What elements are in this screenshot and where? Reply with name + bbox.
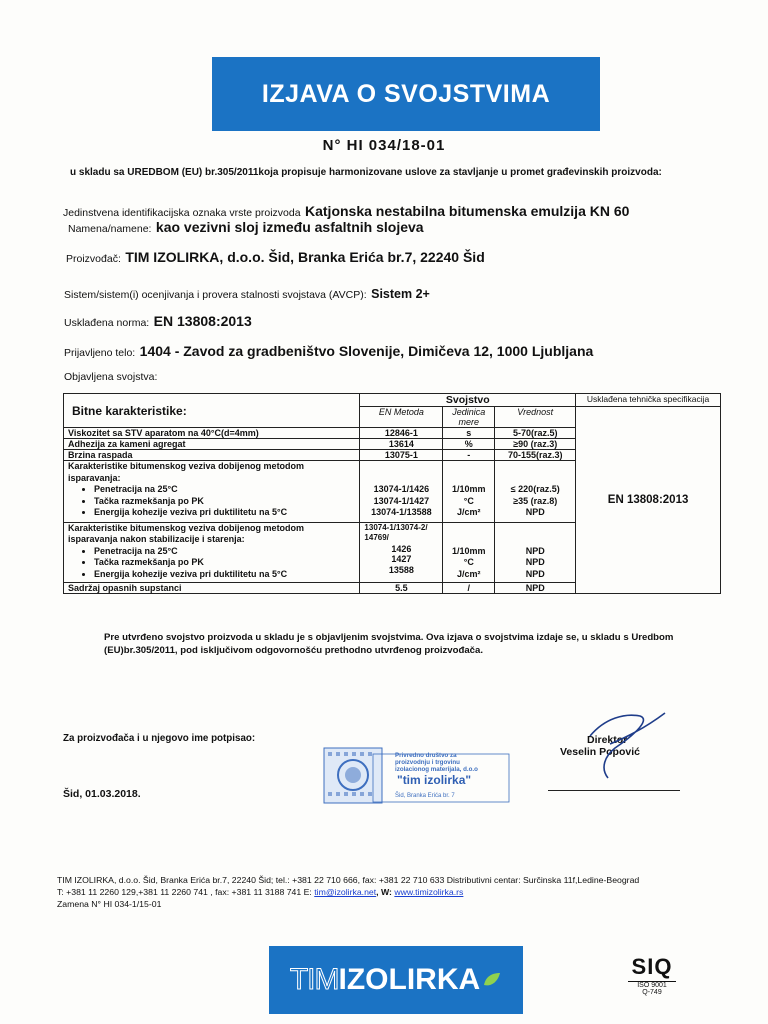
list-item: • Penetracija na 25°C xyxy=(94,546,355,558)
purpose-label: Namena/namene: xyxy=(68,223,152,235)
spec-value: EN 13808:2013 xyxy=(576,407,721,594)
list-item: • Energija kohezije veziva pri duktilitetu na 5°C xyxy=(94,507,355,519)
norm-value: EN 13808:2013 xyxy=(153,313,252,329)
notified-body-label: Prijavljeno telo: xyxy=(64,347,136,359)
row-name: Sadržaj opasnih supstanci xyxy=(64,583,360,594)
group1-method: 13074-1/13588 xyxy=(371,507,432,517)
group1-list xyxy=(68,484,355,519)
row-unit: / xyxy=(443,583,495,594)
stamp-line: proizvodnju i trgovinu xyxy=(395,759,460,766)
group1-method: 13074-1/1426 xyxy=(373,484,430,494)
row-name: Brzina raspada xyxy=(64,450,360,461)
website-link[interactable]: www.timizolirka.rs xyxy=(394,887,464,897)
manufacturer-label: Proizvođač: xyxy=(66,253,121,265)
group2-title: Karakteristike bitumenskog veziva dobijenog metodom isparavanja nakon stabilizacije i starenja: xyxy=(68,522,305,544)
group2-list xyxy=(68,546,355,581)
notified-body-row xyxy=(64,343,593,361)
group2-method: 1426 xyxy=(391,543,412,554)
logo-izolirka: IZOLIRKA xyxy=(338,963,481,996)
row-method: 13614 xyxy=(360,439,443,450)
group2-value: NPD xyxy=(525,557,545,567)
list-item: • Penetracija na 25°C xyxy=(94,484,355,496)
document-number: N° HI 034/18-01 xyxy=(322,137,446,154)
row-value: NPD xyxy=(495,583,576,594)
signature-line xyxy=(548,790,680,791)
row-method: 13075-1 xyxy=(360,450,443,461)
certification-mark xyxy=(622,954,682,996)
list-item: • Tačka razmekšanja po PK xyxy=(94,496,355,508)
footer-line-2 xyxy=(57,886,757,898)
iso-label: ISO 9001 xyxy=(637,982,667,989)
signatory-role: Direktor xyxy=(587,734,628,746)
group2-unit: 1/10mm xyxy=(452,545,486,556)
group2-unit: J/cm² xyxy=(457,568,481,579)
header-performance: Svojstvo xyxy=(360,394,576,407)
group1-unit: J/cm² xyxy=(457,507,481,517)
header-method: EN Metoda xyxy=(360,407,443,428)
manufacturer-row xyxy=(66,249,485,267)
group2-unit: °C xyxy=(463,557,474,567)
company-logo xyxy=(269,946,523,1014)
signature-block xyxy=(520,708,690,798)
siq-logo: SIQ xyxy=(631,954,673,979)
avcp-value: Sistem 2+ xyxy=(371,287,430,301)
row-method: 12846-1 xyxy=(360,428,443,439)
norm-row xyxy=(64,313,252,331)
row-unit: s xyxy=(443,428,495,439)
manufacturer-value: TIM IZOLIRKA, d.o.o. Šid, Branka Erića br.7, 22240 Šid xyxy=(125,249,485,265)
signed-for-label: Za proizvođača i u njegovo ime potpisao: xyxy=(63,733,256,744)
leaf-icon xyxy=(482,971,502,989)
stamp-line: izolacionog materijala, d.o.o xyxy=(395,766,478,773)
product-id-value: Katjonska nestabilna bitumenska emulzija KN 60 xyxy=(305,203,630,219)
performance-table xyxy=(63,393,721,594)
email-link[interactable]: tim@izolirka.net xyxy=(314,887,377,897)
logo-tim: TIM xyxy=(289,963,339,996)
row-name: Adhezija za kameni agregat xyxy=(64,439,360,450)
avcp-label: Sistem/sistem(i) ocenjivanja i provera stalnosti svojstava (AVCP): xyxy=(64,289,367,301)
declared-performance-label: Objavljena svojstva: xyxy=(64,371,158,383)
stamp-address: Šid, Branka Erića br. 7 xyxy=(395,793,455,799)
group2-method: 13588 xyxy=(388,564,414,575)
group1-unit: °C xyxy=(463,495,474,506)
header-value: Vrednost xyxy=(495,407,576,428)
row-value: 5-70(raz.5) xyxy=(495,428,576,439)
norm-label: Usklađena norma: xyxy=(64,317,150,329)
place-date: Šid, 01.03.2018. xyxy=(63,788,141,800)
conformity-statement: Pre utvrđeno svojstvo proizvoda u skladu je s objavljenim svojstvima. Ova izjava o svojstvima izdaje se, u skladu s Uredbom (EU)br.305/2011, pod isključivom odgovornošću prethodno utvrđenog proizvođača. xyxy=(104,632,674,656)
footer-contact xyxy=(57,874,757,910)
list-item: • Tačka razmekšanja po PK xyxy=(94,557,355,569)
row-method: 5.5 xyxy=(360,583,443,594)
group2-value: NPD xyxy=(525,545,545,556)
document-title-banner xyxy=(212,57,600,131)
group1-value: NPD xyxy=(525,507,545,517)
group1-unit: 1/10mm xyxy=(452,484,486,494)
purpose-row xyxy=(68,219,424,237)
footer-phones: T: +381 11 2260 129,+381 11 2260 741 , fax: +381 11 3188 741 E: xyxy=(57,887,312,897)
footer-line-3: Zamena N° HI 034-1/15-01 xyxy=(57,899,162,909)
group1-value: ≤ 220(raz.5) xyxy=(510,484,560,494)
group1-method: 13074-1/1427 xyxy=(373,495,430,506)
document-title: IZJAVA O SVOJSTVIMA xyxy=(261,79,551,108)
table-header-row xyxy=(64,394,721,407)
group2-value: NPD xyxy=(525,568,545,579)
cert-number: Q-749 xyxy=(642,989,662,996)
group2-method: 1427 xyxy=(391,554,412,564)
stamp-line: Privredno društvo za xyxy=(395,752,457,759)
handwritten-signature-icon xyxy=(570,708,680,788)
row-value: ≥90 (raz.3) xyxy=(495,439,576,450)
row-unit: - xyxy=(443,450,495,461)
header-unit: Jedinica mere xyxy=(443,407,495,428)
list-item: • Energija kohezije veziva pri duktilitetu na 5°C xyxy=(94,569,355,581)
group1-title: Karakteristike bitumenskog veziva dobijenog metodom isparavanja: xyxy=(68,461,305,483)
notified-body-value: 1404 - Zavod za gradbeništvo Slovenije, Dimičeva 12, 1000 Ljubljana xyxy=(139,343,594,359)
company-stamp xyxy=(323,738,511,806)
header-essential: Bitne karakteristike: xyxy=(64,394,360,428)
group2-method-head: 13074-1/13074-2/ 14769/ xyxy=(364,522,428,542)
signatory-name: Veselin Popović xyxy=(560,746,640,758)
stamp-text xyxy=(395,752,478,773)
footer-line-1: TIM IZOLIRKA, d.o.o. Šid, Branka Erića br.7, 22240 Šid; tel.: +381 22 710 666, fax: +381 22 710 633 Distributivni centar: Surčinska 11f,Ledine-Beograd xyxy=(57,875,640,885)
row-value: 70-155(raz.3) xyxy=(495,450,576,461)
product-id-label: Jedinstvena identifikacijska oznaka vrste proizvoda xyxy=(63,207,301,219)
header-spec: Usklađena tehnička specifikacija xyxy=(576,394,721,407)
stamp-brand: "tim izolirka" xyxy=(397,773,472,787)
web-label: , W: xyxy=(376,887,392,897)
intro-text: u skladu sa UREDBOM (EU) br.305/2011koja propisuje harmonizovane uslove za stavljanje u promet građevinskih proizvoda: xyxy=(70,167,662,178)
row-name: Viskozitet sa STV aparatom na 40°C(d=4mm) xyxy=(64,428,360,439)
row-unit: % xyxy=(443,439,495,450)
avcp-row xyxy=(64,285,430,303)
group1-value: ≥35 (raz.8) xyxy=(513,495,558,506)
purpose-value: kao vezivni sloj između asfaltnih slojeva xyxy=(155,219,424,235)
